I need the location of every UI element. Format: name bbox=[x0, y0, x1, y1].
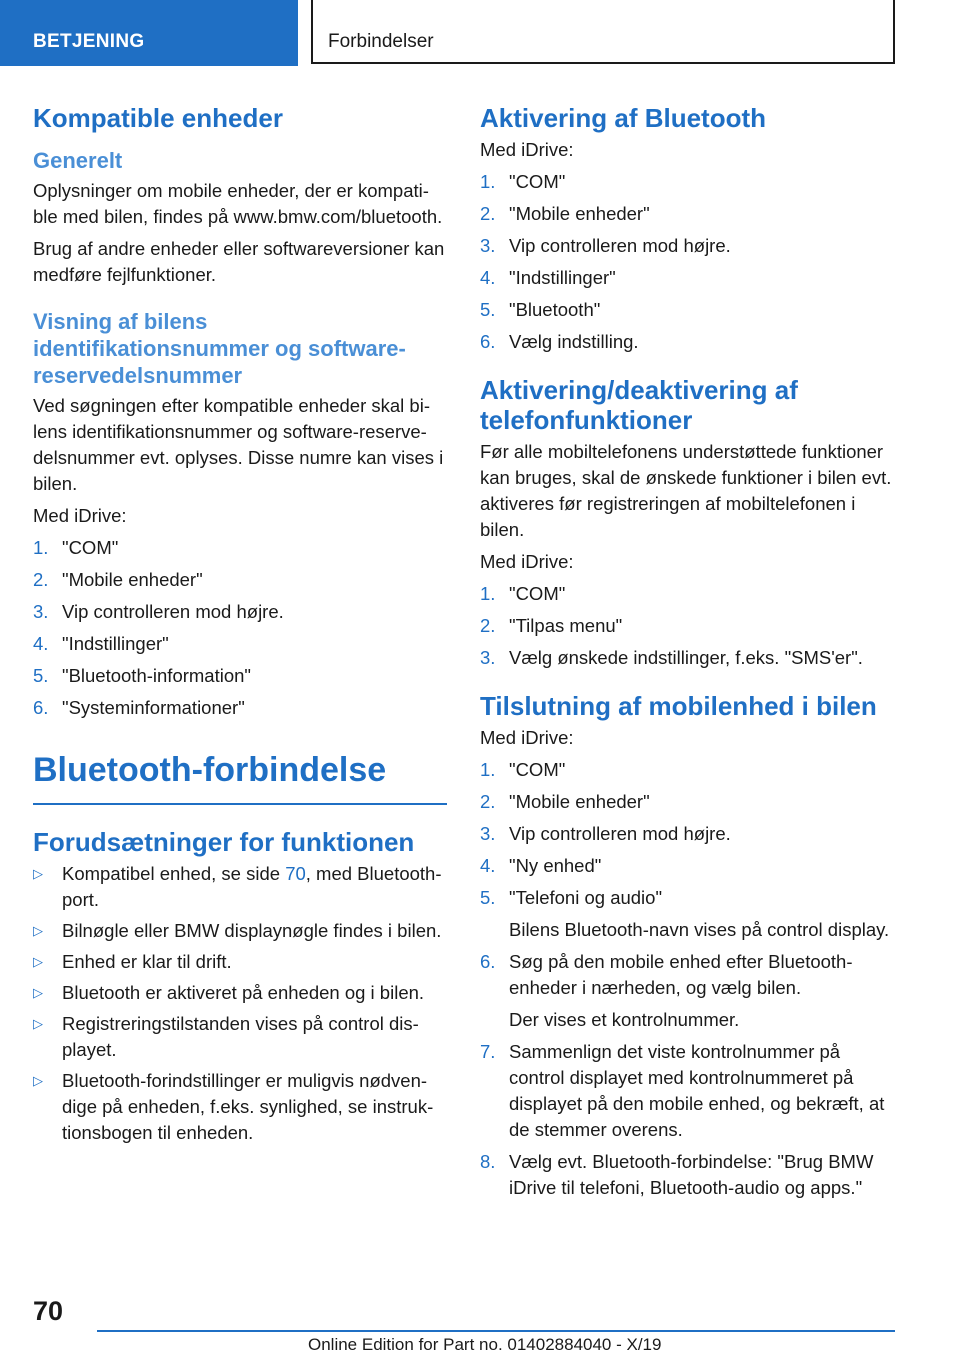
step-text: Vip controlleren mod højre. bbox=[62, 601, 284, 622]
list-item bbox=[33, 949, 447, 975]
step-text: "Indstillinger" bbox=[509, 267, 616, 288]
step-number: 3. bbox=[480, 823, 496, 844]
triangle-bullet-icon: ▷ bbox=[33, 866, 43, 881]
footer-edition: Online Edition for Part no. 01402884040 - X/19 bbox=[308, 1335, 662, 1354]
bullet-text: Registreringstilstanden vises på control displayet. bbox=[62, 1013, 419, 1060]
list-item bbox=[480, 297, 895, 323]
step-text: Søg på den mobile enhed efter Bluetooth-enheder i nærheden, og vælg bilen. bbox=[509, 951, 853, 998]
triangle-bullet-icon: ▷ bbox=[33, 1016, 43, 1031]
visning-paragraph-1: Ved søgningen efter kompatible enheder skal bilens identifikationsnummer og software-reservedelsnummer evt. oplyses. Disse numre kan vises i bilen. bbox=[33, 395, 444, 494]
header-chapter-label: Forbindelser bbox=[328, 31, 434, 52]
bullet-text: Enhed er klar til drift. bbox=[62, 951, 232, 972]
list-item bbox=[33, 535, 447, 561]
step-number: 6. bbox=[480, 951, 496, 972]
step-text: "Tilpas menu" bbox=[509, 615, 623, 636]
forud-bullets bbox=[33, 861, 447, 1146]
step-number: 2. bbox=[480, 615, 496, 636]
generelt-paragraph-2: Brug af andre enheder eller softwareversioner kan medføre fejlfunktioner. bbox=[33, 238, 445, 285]
generelt-heading: Generelt bbox=[33, 148, 123, 173]
akt-steps bbox=[480, 169, 895, 355]
step-subnote: Bilens Bluetooth-navn vises på control display. bbox=[509, 919, 890, 940]
step-number: 3. bbox=[480, 647, 496, 668]
list-item bbox=[33, 918, 447, 944]
step-number: 1. bbox=[480, 583, 496, 604]
list-item bbox=[33, 1068, 447, 1146]
step-text: Vælg evt. Bluetooth-forbindelse: "Brug BMW iDrive til telefoni, Bluetooth-audio og apps." bbox=[509, 1151, 874, 1198]
triangle-bullet-icon: ▷ bbox=[33, 954, 43, 969]
visning-steps bbox=[33, 535, 447, 721]
tils-steps bbox=[480, 757, 895, 1201]
step-text: "COM" bbox=[509, 759, 566, 780]
step-number: 3. bbox=[480, 235, 496, 256]
list-item bbox=[33, 695, 447, 721]
forud-heading: Forudsætninger for funktionen bbox=[33, 827, 415, 857]
tils-heading: Tilslutning af mobilenhed i bilen bbox=[480, 691, 877, 721]
list-item bbox=[480, 853, 895, 879]
step-number: 6. bbox=[33, 697, 49, 718]
bullet-text: Bluetooth-forindstillinger er muligvis nødvendige på enheden, f.eks. synlighed, se instruktionsbogen til enheden. bbox=[62, 1070, 434, 1143]
list-item bbox=[33, 861, 447, 913]
step-text: "COM" bbox=[509, 171, 566, 192]
list-item bbox=[480, 329, 895, 355]
header-chapter-tab bbox=[311, 0, 895, 64]
step-text: Vip controlleren mod højre. bbox=[509, 823, 731, 844]
step-number: 8. bbox=[480, 1151, 496, 1172]
list-item bbox=[480, 645, 895, 671]
footer-divider bbox=[97, 1330, 895, 1332]
step-number: 7. bbox=[480, 1041, 496, 1062]
tel-heading: Aktivering/deaktivering af telefonfunktioner bbox=[480, 375, 798, 435]
list-item bbox=[480, 1039, 895, 1143]
step-number: 5. bbox=[480, 887, 496, 908]
header-section-tab bbox=[0, 0, 298, 66]
step-text: "COM" bbox=[62, 537, 119, 558]
list-item bbox=[33, 631, 447, 657]
header-section-label: BETJENING bbox=[33, 31, 145, 52]
tel-paragraph-2: Med iDrive: bbox=[480, 551, 574, 572]
step-text: "Systeminformationer" bbox=[62, 697, 245, 718]
step-text: "Bluetooth-information" bbox=[62, 665, 251, 686]
list-item bbox=[33, 980, 447, 1006]
visning-heading: Visning af bilens identifikationsnummer og softwarereservedelsnummer bbox=[33, 309, 406, 388]
step-number: 1. bbox=[33, 537, 49, 558]
list-item bbox=[480, 885, 895, 943]
visning-paragraph-2: Med iDrive: bbox=[33, 505, 127, 526]
step-number: 2. bbox=[480, 203, 496, 224]
list-item bbox=[480, 1149, 895, 1201]
list-item bbox=[480, 265, 895, 291]
triangle-bullet-icon: ▷ bbox=[33, 923, 43, 938]
list-item bbox=[480, 169, 895, 195]
page-number: 70 bbox=[33, 1296, 64, 1326]
step-number: 2. bbox=[33, 569, 49, 590]
step-number: 6. bbox=[480, 331, 496, 352]
compat-heading: Kompatible enheder bbox=[33, 103, 283, 133]
step-number: 4. bbox=[480, 267, 496, 288]
list-item bbox=[480, 201, 895, 227]
step-text: Vælg ønskede indstillinger, f.eks. "SMS'er". bbox=[509, 647, 863, 668]
step-text: "Mobile enheder" bbox=[509, 203, 650, 224]
akt-paragraph: Med iDrive: bbox=[480, 139, 574, 160]
step-number: 3. bbox=[33, 601, 49, 622]
step-text: "Indstillinger" bbox=[62, 633, 169, 654]
list-item bbox=[480, 581, 895, 607]
list-item bbox=[33, 599, 447, 625]
page-link[interactable]: 70 bbox=[285, 863, 306, 884]
bullet-text-tail: , med Bluetooth-port. bbox=[62, 863, 442, 910]
step-text: "Mobile enheder" bbox=[509, 791, 650, 812]
bullet-text: Bluetooth er aktiveret på enheden og i bilen. bbox=[62, 982, 425, 1003]
step-subnote: Der vises et kontrolnummer. bbox=[509, 1009, 740, 1030]
akt-heading: Aktivering af Bluetooth bbox=[480, 103, 767, 133]
list-item bbox=[480, 233, 895, 259]
step-text: Vip controlleren mod højre. bbox=[509, 235, 731, 256]
step-text: "Mobile enheder" bbox=[62, 569, 203, 590]
list-item bbox=[33, 663, 447, 689]
triangle-bullet-icon: ▷ bbox=[33, 985, 43, 1000]
list-item bbox=[480, 949, 895, 1033]
tils-paragraph: Med iDrive: bbox=[480, 727, 574, 748]
step-text: "Ny enhed" bbox=[509, 855, 602, 876]
step-number: 5. bbox=[480, 299, 496, 320]
left-column bbox=[33, 103, 447, 1151]
list-item bbox=[480, 757, 895, 783]
bullet-text: Bilnøgle eller BMW displaynøgle findes i bilen. bbox=[62, 920, 442, 941]
step-text: "Telefoni og audio" bbox=[509, 887, 663, 908]
step-text: "COM" bbox=[509, 583, 566, 604]
step-number: 5. bbox=[33, 665, 49, 686]
step-text: Sammenlign det viste kontrolnummer på control displayet med kontrolnummeret på displayet på den mobile enhed, og bekræft, at de stemmer overens. bbox=[509, 1041, 885, 1140]
tel-paragraph-1: Før alle mobiltelefonens understøttede funktioner kan bruges, skal de ønskede funktioner i bilen evt. aktiveres før registreringen af mobiltelefonen i bilen. bbox=[480, 441, 892, 540]
triangle-bullet-icon: ▷ bbox=[33, 1073, 43, 1088]
bullet-text: Kompatibel enhed, se side bbox=[62, 863, 286, 884]
step-number: 4. bbox=[33, 633, 49, 654]
bluetooth-chapter-heading: Bluetooth-forbindelse bbox=[33, 751, 387, 789]
tel-steps bbox=[480, 581, 895, 671]
step-number: 2. bbox=[480, 791, 496, 812]
watermark bbox=[308, 1335, 832, 1355]
step-number: 1. bbox=[480, 759, 496, 780]
list-item bbox=[480, 821, 895, 847]
step-number: 1. bbox=[480, 171, 496, 192]
heading-divider bbox=[33, 803, 447, 805]
step-text: Vælg indstilling. bbox=[509, 331, 639, 352]
generelt-paragraph-1: Oplysninger om mobile enheder, der er kompatible med bilen, findes på www.bmw.com/bluetooth. bbox=[33, 180, 443, 227]
right-column bbox=[480, 103, 895, 1207]
list-item bbox=[480, 789, 895, 815]
list-item bbox=[33, 1011, 447, 1063]
step-text: "Bluetooth" bbox=[509, 299, 601, 320]
list-item bbox=[33, 567, 447, 593]
step-number: 4. bbox=[480, 855, 496, 876]
list-item bbox=[480, 613, 895, 639]
